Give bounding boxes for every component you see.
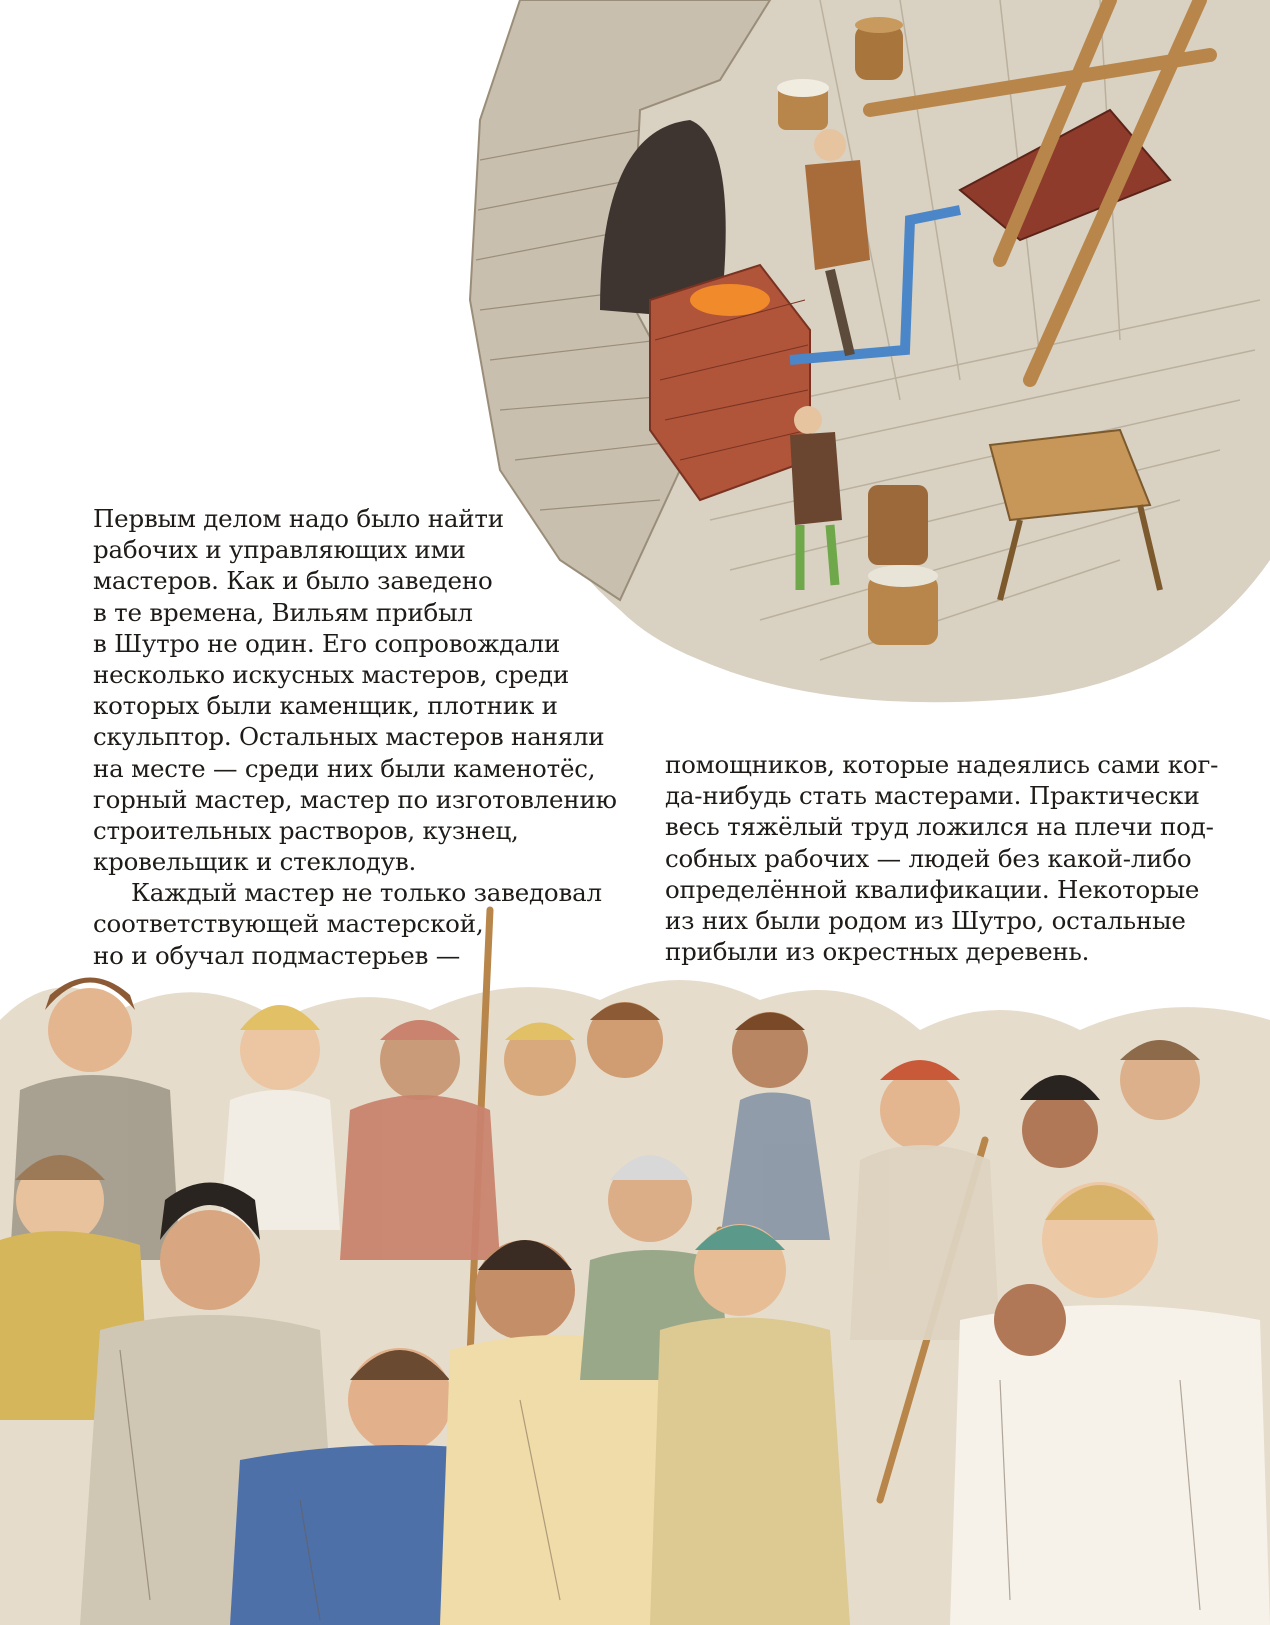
text-line: в те времена, Вильям прибыл [93,597,473,627]
water-barrel [868,565,938,645]
text-line: на месте — среди них были каменотёс, [93,753,596,783]
text-line: горный мастер, мастер по изготовлению [93,784,617,814]
text-line: в Шутро не один. Его сопровождали [93,628,560,658]
text-line: рабочих и управляющих ими [93,535,466,565]
text-line: да-нибудь стать мастерами. Практически [665,781,1200,811]
text-line: из них были родом из Шутро, остальные [665,905,1186,935]
text-line: весь тяжёлый труд ложился на плечи под- [665,812,1214,842]
text-line: определённой квалификации. Некоторые [665,874,1200,904]
text-line: строительных растворов, кузнец, [93,815,519,845]
text-line: несколько искусных мастеров, среди [93,659,570,689]
text-line: собных рабочих — людей без какой-либо [665,843,1192,873]
text-line: помощников, которые надеялись сами ког- [665,750,1219,779]
left-text-column [93,503,617,971]
text-line: мастеров. Как и было заведено [93,566,493,596]
text-line: прибыли из окрестных деревень. [665,937,1090,967]
bucket [777,79,829,130]
text-line: соответствующей мастерской, [93,909,484,939]
text-line: но и обучал подмастерьев — [93,940,461,970]
anvil-stump [868,485,928,565]
paragraph-1 [93,503,617,877]
forge-fire [690,284,770,316]
barrel-top [855,17,903,80]
text-line: Первым делом надо было найти [93,504,504,533]
text-line: скульптор. Остальных мастеров наняли [93,722,605,752]
front-row-people [0,1155,1270,1625]
text-line: Каждый мастер не только заведовал [131,878,602,908]
paragraph-2 [93,877,613,971]
workers-crowd-illustration [0,900,1270,1625]
text-line: кровельщик и стеклодув. [93,847,417,877]
right-text-column [665,749,1219,967]
text-line: которых были каменщик, плотник и [93,691,558,721]
